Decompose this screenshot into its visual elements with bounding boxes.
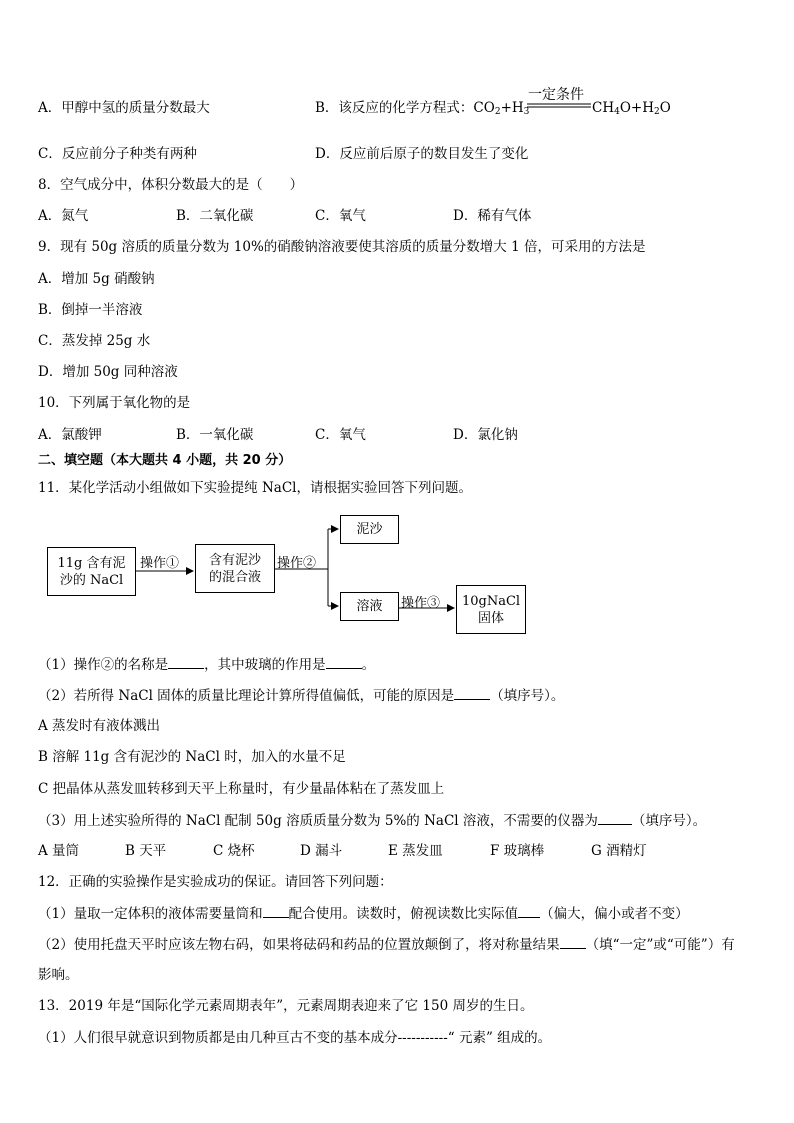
q9-option-a: A．增加 5g 硝酸钠: [38, 271, 155, 287]
q11-sub3-option-g: G 酒精灯: [591, 843, 647, 859]
q12-sub1-blank-2[interactable]: [518, 904, 540, 918]
q11-sub1-blank-1[interactable]: [168, 655, 204, 669]
q12-stem: 12．正确的实验操作是实验成功的保证。请回答下列问题：: [38, 874, 393, 890]
q11-sub2-text-b: （填序号）。: [490, 688, 565, 704]
flow-box-mixture: 含有泥沙 的混合液: [195, 544, 275, 593]
q11-sub1: [38, 655, 375, 674]
q11-sub3-text-b: （填序号）。: [631, 813, 707, 829]
q13-stem: 13．2019 年是“国际化学元素周期表年”，元素周期表迎来了它 150 周岁的生日。: [38, 998, 534, 1014]
q8-stem: 8．空气成分中，体积分数最大的是（ ）: [38, 177, 304, 193]
q12-sub1: [38, 904, 689, 923]
q11-sub2-option-a: A 蒸发时有液体溅出: [38, 718, 161, 734]
q12-sub1-text-a: （1）量取一定体积的液体需要量筒和: [38, 906, 263, 922]
q12-sub2: [38, 935, 735, 954]
q11-sub3-option-f: F 玻璃棒: [490, 843, 545, 859]
q11-sub3-option-d: D 漏斗: [300, 843, 343, 859]
q12-sub1-blank-1[interactable]: [263, 904, 289, 918]
q10-option-d: D．氯化钠: [453, 427, 518, 443]
q10-stem: 10．下列属于氧化物的是: [38, 395, 191, 411]
q11-sub3-option-e: E 蒸发皿: [388, 843, 443, 859]
q7-b-mid: +H: [500, 100, 524, 116]
q7-b-sub3: 4: [614, 107, 620, 117]
q8-option-b: B．二氧化碳: [176, 208, 254, 224]
q10-option-c: C．氧气: [315, 427, 366, 443]
q11-sub2-text-a: （2）若所得 NaCl 固体的质量比理论计算所得值偏低，可能的原因是: [38, 688, 455, 704]
q9-option-d: D．增加 50g 同种溶液: [38, 364, 178, 380]
q11-sub3-option-c: C 烧杯: [213, 843, 255, 859]
flow-box-start: 11g 含有泥 沙的 NaCl: [47, 547, 136, 596]
q8-option-d: D．稀有气体: [453, 208, 532, 224]
q11-sub2-option-b: B 溶解 11g 含有泥沙的 NaCl 时，加入的水量不足: [38, 749, 346, 765]
q7-option-d: D．反应前后原子的数目发生了变化: [315, 146, 529, 162]
q7-b-sub1: 2: [494, 107, 501, 117]
q11-sub3-option-b: B 天平: [125, 843, 167, 859]
q12-sub1-text-c: （偏大，偏小或者不变）: [540, 906, 689, 922]
q11-sub3-option-a: A 量筒: [38, 843, 80, 859]
q11-sub2-blank[interactable]: [454, 686, 490, 700]
q11-stem: 11．某化学活动小组做如下实验提纯 NaCl，请根据实验回答下列问题。: [38, 480, 472, 496]
q9-option-b: B．倒掉一半溶液: [38, 302, 143, 318]
flow-box-end: 10gNaCl 固体: [456, 585, 526, 634]
q13-sub1: （1）人们很早就意识到物质都是由几种亘古不变的基本成分-----------“ 元素” 组成的。: [38, 1030, 552, 1046]
q11-sub1-text-a: （1）操作②的名称是: [38, 657, 169, 673]
flow-box-solution: 溶液: [340, 592, 399, 621]
q11-sub2-option-c: C 把晶体从蒸发皿转移到天平上称量时，有少量晶体粘在了蒸发皿上: [38, 781, 445, 797]
q11-sub3-text-a: （3）用上述实验所得的 NaCl 配制 50g 溶质质量分数为 5%的 NaCl 溶液，不需要的仪器为: [38, 813, 598, 829]
q9-option-c: C．蒸发掉 25g 水: [38, 333, 151, 349]
q11-sub2: [38, 686, 564, 705]
q12-sub1-text-b: 配合使用。读数时，俯视读数比实际值: [288, 906, 519, 922]
q12-sub2-text-b: （填“一定”或“可能”）有: [585, 937, 735, 953]
q8-option-c: C．氧气: [315, 208, 366, 224]
q7-b-product3: O: [659, 100, 671, 116]
flow-op3-label: 操作③: [401, 596, 441, 611]
q7-b-product1: CH: [592, 100, 615, 116]
section-title: 二、填空题（本大题共 4 小题，共 20 分）: [38, 453, 292, 468]
q9-stem: 9．现有 50g 溶质的质量分数为 10%的硝酸钠溶液要使其溶质的质量分数增大 1 倍，可采用的方法是: [38, 239, 646, 255]
flow-box-sediment: 泥沙: [340, 515, 399, 544]
flow-op2-label: 操作②: [277, 556, 317, 571]
q11-sub3-blank[interactable]: [598, 811, 632, 825]
q7-b-sub2: 3: [523, 107, 530, 117]
q7-option-a: A．甲醇中氢的质量分数最大: [38, 100, 210, 116]
flow-op1-label: 操作①: [140, 556, 180, 571]
q8-option-a: A．氮气: [38, 208, 89, 224]
q10-option-a: A．氯酸钾: [38, 427, 102, 443]
q12-sub2-text-a: （2）使用托盘天平时应该左物右码，如果将砝码和药品的位置放颠倒了，将对称量结果: [38, 937, 560, 953]
q11-sub3: [38, 811, 706, 830]
q10-option-b: B．一氧化碳: [176, 427, 254, 443]
q11-sub1-text-b: ，其中玻璃的作用是: [204, 657, 326, 673]
q7-b-product2: O+H: [619, 100, 654, 116]
q11-sub1-text-c: 。: [361, 657, 376, 673]
q11-sub1-blank-2[interactable]: [326, 655, 362, 669]
q7-option-c: C．反应前分子种类有两种: [38, 146, 197, 162]
q7-b-prefix: B．该反应的化学方程式：CO: [315, 100, 495, 116]
q7-b-sub4: 2: [654, 107, 660, 117]
q12-sub2-cont: 影响。: [38, 967, 79, 983]
q7-reaction-condition: 一定条件: [528, 87, 584, 103]
q12-sub2-blank[interactable]: [560, 935, 586, 949]
